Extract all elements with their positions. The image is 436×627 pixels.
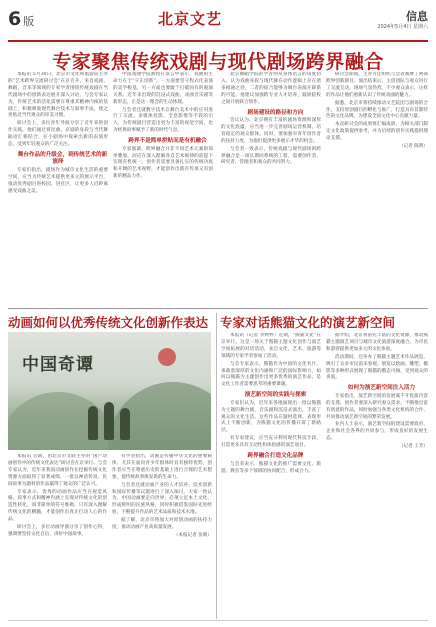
paragraph: 据了解，北京市将加大对原创动画的扶持力度，推动动画产业高质量发展。 xyxy=(112,518,212,531)
paragraph: 北京舞蹈学院的学者则从身体语言的角度切入，认为戏曲身段与现代舞在动作逻辑上存在诸多相通之处，二者的结合能够为舞台表演开辟新的可能。他建议加强跨专业人才培养，鼓励院校之间开展联合创作。 xyxy=(221,72,321,105)
footer-divider xyxy=(8,620,428,621)
subheading: 舞台作品的升级会，到传统艺术的新演绎 xyxy=(17,151,108,166)
paragraph: 本报讯 近期，由北京市文联主办的“国产动画创作中的传统文化表达”研讨会在京举行。与会专家认为，近年来我国动画创作在挖掘传统文化资源方面取得了显著成绩，一批以神话传说、民间故事为题材的作品赢得了观众的广泛认可。 xyxy=(8,454,107,487)
left-article-column-1 xyxy=(8,454,107,618)
poster-title: 中国奇谭 xyxy=(22,355,94,375)
paragraph: 专家强调，跨界融合并非不同艺术元素的简单叠加，而应在深入理解各自艺术规律的前提下实现有机统一。创作者需要具备扎实的传统功底和开阔的艺术视野，才能创作出既有传承又有创新的精品力作。 xyxy=(113,146,213,180)
poster-figure xyxy=(120,408,130,440)
paragraph: 业内人士表示，演艺新空间的建设需要政府、企业和社会各界的共同参与，形成良好的发展生态。 xyxy=(326,422,428,442)
right-article-column-1 xyxy=(221,333,321,618)
page-number-label: 版 xyxy=(23,15,35,28)
top-article-column-3 xyxy=(221,72,321,304)
top-headline: 专家聚焦传统戏剧与现代剧场跨界融合 xyxy=(52,51,384,73)
paragraph: 据介绍，北京将依托丰富的文化资源，推动熊猫主题演艺项目与城市文化旅游深度融合，为市民和游客提供更加多元的文化体验。 xyxy=(326,333,428,352)
issue-date: 2024年5月4日 星期六 xyxy=(377,24,428,30)
right-headline: 专家对话熊猫文化的演艺新空间 xyxy=(220,315,396,330)
left-article-column-2 xyxy=(112,454,212,618)
left-headline: 动画如何以优秀传统文化创新作表达 xyxy=(8,315,209,330)
header-divider xyxy=(8,40,428,42)
paragraph: 研讨会期间，主办方还组织与会者观摩了两部跨界创新剧目。演出结束后，主创团队与观众进行了交流互动，现场气氛热烈。不少观众表示，这样的作品让他们重新认识了传统戏曲的魅力。 xyxy=(326,72,428,98)
paragraph: 据悉，北京市将持续推动文艺院团与剧场的合作，支持原创剧目的孵化与推广，打造具有首都特色的文化品牌，为建设全国文化中心贡献力量。 xyxy=(326,100,428,120)
section-title: 信息 xyxy=(406,10,428,23)
byline: （记者 陈明） xyxy=(398,144,428,150)
page-header xyxy=(8,8,428,38)
subheading: 跨界不是简单拼贴而是有机融合 xyxy=(128,138,207,145)
byline: （记者 王芳） xyxy=(398,444,428,450)
paragraph: 与会者还就数字技术在舞台美术中的应用进行了交流。多媒体投影、全息影像等手段的引入，为传统剧目营造出更为丰富的视觉空间，也为经典故事赋予了新的时代气息。 xyxy=(113,107,213,134)
byline: （本报记者 张晴） xyxy=(173,532,212,538)
paragraph: 与会者一致表示，传统戏剧与现代剧场的跨界融合是一项长期而系统的工程，需要创作者、研究者、管理者和观众的共同努力。 xyxy=(221,146,321,166)
top-article-column-2 xyxy=(113,72,213,304)
subheading: 演艺新空间的实践与探索 xyxy=(244,392,307,399)
poster-mountain xyxy=(8,392,118,450)
paragraph: 专家指出，演艺新空间的发展离不开优质内容的支撑。创作者要深入研究观众需求，不断推出富有创意的作品，同时加强与各类文化机构的合作，共同推动演艺新空间的繁荣发展。 xyxy=(326,393,428,420)
right-article-column-2 xyxy=(326,333,428,618)
top-article-column-4 xyxy=(326,72,428,304)
section-divider xyxy=(8,308,428,309)
subheading: 跨界融合打造文化品牌 xyxy=(247,453,304,460)
paragraph: 本报讯 5月30日，北京市文化和旅游局主办的“艺术跨界交流研讨会”在京召开。来自戏剧、舞蹈、音乐等领域的专家学者围绕传统戏剧在当代剧场中的创新表达展开深入讨论。与会专家认为，传统艺术的活化需要在尊重其精神内核的基础上，积极吸收现代舞台技术与叙事手法，使之更贴近当代观众的审美习惯。 xyxy=(8,72,108,119)
paragraph: 活动期间，还举办了熊猫主题艺术作品展览，吸引了众多市民前来参观。展览以绘画、雕塑、摄影等多种形式展现了熊猫的憨态可掬，受到观众的喜爱。 xyxy=(326,354,428,381)
paragraph: 有学者指出，动画是传播中华文化的重要载体，尤其在面向青少年群体时具有独特优势。创作者应当在尊重历史的基础上进行合理的艺术想象，使传统故事焕发新的生命力。 xyxy=(112,454,212,480)
subheading: 剧场建设的路径和方向 xyxy=(247,109,304,116)
paragraph: 与会者还就动画产业的人才培养、技术创新和国际传播等议题进行了深入探讨。大家一致认为，中国动画要走向世界，必须立足本土文化，形成鲜明的民族风格，同时积极借鉴国际先进经验，不断提升作品的艺术品质和技术水准。 xyxy=(112,482,212,516)
column-divider xyxy=(216,313,217,619)
paragraph: 研讨会上，多位青年导演分享了近年来的创作实践。他们通过将昆曲、京剧的身段与当代舞蹈语汇相结合，在小剧场中探索出新的表演形态，受到年轻观众的广泛关注。 xyxy=(8,121,108,148)
poster-figure xyxy=(104,402,114,440)
paragraph: 研讨会上，多位动画导演分享了创作心得，强调要坚持文化自信，讲好中国故事。 xyxy=(8,525,107,537)
page-number xyxy=(8,8,34,30)
animation-poster-image xyxy=(8,332,211,450)
paragraph: 本报讯（记者 李婷婷）近期，“熊猫文化”在京举行。这是一场关于熊猫主题文化创作与演艺空间拓展的对话活动，来自文化、艺术、旅游等领域的专家学者参加了活动。 xyxy=(221,333,321,359)
poster-sun xyxy=(158,348,176,366)
poster-figure xyxy=(88,406,98,440)
paragraph: 专家表示，优秀的动画作品应当在视觉风格、叙事方式和精神内涵上实现对传统文化的创造性转化，而非简单的符号堆砌。只有深入理解传统文化的精髓，才能创作出真正打动人心的作品。 xyxy=(8,489,107,523)
paragraph: 会议认为，北京拥有丰富的剧场资源和深厚的文化底蕴，应当进一步完善剧场运营机制，培育稳定的观众群体。同时，要加强对青年创作者的扶持力度，为他们提供更多展示才华的机会。 xyxy=(221,118,321,144)
paragraph: 专家们认为，近年来各地涌现出一批以熊猫为主题的舞台剧、音乐剧和沉浸式演出，丰富了观众的文化生活。这些作品在题材选择、表现形式上不断创新，为熊猫文化的传播开辟了新路径。 xyxy=(221,400,321,434)
paragraph: 专家们指出，剧场作为城市文化生活的重要空间，应当为传统艺术提供更多元的展示平台，推动优秀剧目进校园、进社区，让更多人近距离感受戏曲之美。 xyxy=(8,167,108,194)
masthead-logo: 北京文艺 xyxy=(158,10,223,28)
paragraph: 与会专家表示，熊猫作为中国的文化名片，承载着深厚的文化内涵和广泛的国际影响力。如何以熊猫为主题创作出更多优秀的演艺作品，是文化工作者需要思考的重要课题。 xyxy=(221,361,321,388)
paragraph: 本次研讨会的成果将汇编成册，为相关部门制定文化政策提供参考，并为后续的创作实践提供理论支撑。 xyxy=(326,122,428,142)
page-number-value: 6 xyxy=(8,8,22,30)
top-article-column-1 xyxy=(8,72,108,304)
paragraph: 中国戏曲学院教授在发言中表示，戏曲的生命力在于“守正创新”。一方面要坚守程式化表演的美学根基，另一方面也要敢于打破固有的观演关系。近年来出现的沉浸式戏曲、戏曲音乐剧等新形态，正是这一理念的生动体现。 xyxy=(113,72,213,105)
paragraph: 有专家建议，应当充分利用现代科技手段，打造更多具有互动性和体验感的演艺项目。 xyxy=(221,436,321,449)
paragraph: 与会者表示，熊猫文化的推广需要文化、旅游、教育等多个领域的协同配合，形成合力。 xyxy=(221,461,321,474)
subheading: 如何为演艺新空间注入活力 xyxy=(347,385,416,392)
